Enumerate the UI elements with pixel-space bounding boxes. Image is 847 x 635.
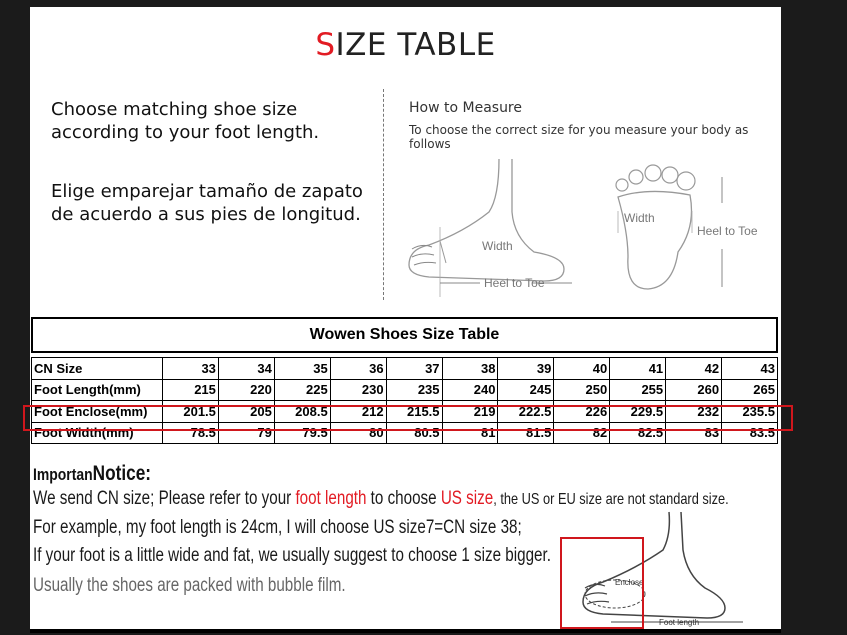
table-cell: 80.5 bbox=[386, 422, 442, 444]
intro-english: Choose matching shoe size according to your foot length. bbox=[51, 99, 320, 143]
foot-side-view-icon bbox=[404, 157, 574, 297]
table-cell: 220 bbox=[218, 379, 274, 401]
side-length-label: Heel to Toe bbox=[484, 276, 545, 290]
table-cell: 43 bbox=[722, 358, 778, 380]
table-cell: 82 bbox=[554, 422, 610, 444]
notice-line-2: For example, my foot length is 24cm, I will choose US size7=CN size 38; bbox=[33, 517, 522, 538]
table-cell: 79.5 bbox=[274, 422, 330, 444]
table-cell: 235 bbox=[386, 379, 442, 401]
table-cell: 78.5 bbox=[163, 422, 219, 444]
notice-heading: ImportanNotice: bbox=[33, 462, 152, 485]
table-row-cn-size bbox=[32, 358, 778, 380]
table-cell: 79 bbox=[218, 422, 274, 444]
row-label: CN Size bbox=[32, 358, 163, 380]
row-label: Foot Length(mm) bbox=[32, 379, 163, 401]
table-cell: 81.5 bbox=[498, 422, 554, 444]
table-cell: 34 bbox=[218, 358, 274, 380]
row-label: Foot Width(mm) bbox=[32, 422, 163, 444]
table-cell: 222.5 bbox=[498, 401, 554, 423]
table-cell: 205 bbox=[218, 401, 274, 423]
bottom-rule bbox=[30, 629, 781, 633]
table-cell: 219 bbox=[442, 401, 498, 423]
table-cell: 37 bbox=[386, 358, 442, 380]
table-cell: 265 bbox=[722, 379, 778, 401]
table-cell: 225 bbox=[274, 379, 330, 401]
table-cell: 201.5 bbox=[163, 401, 219, 423]
intro-spanish: Elige emparejar tamaño de zapato de acuerdo a sus pies de longitud. bbox=[51, 181, 363, 225]
table-cell: 83.5 bbox=[722, 422, 778, 444]
foot-enclose-highlight bbox=[23, 405, 793, 431]
side-width-label: Width bbox=[482, 239, 513, 253]
top-length-label: Heel to Toe bbox=[697, 224, 758, 238]
top-width-label: Width bbox=[624, 211, 655, 225]
enclose-highlight-box bbox=[560, 537, 644, 629]
row-label: Foot Enclose(mm) bbox=[32, 401, 163, 423]
table-cell: 33 bbox=[163, 358, 219, 380]
table-cell: 38 bbox=[442, 358, 498, 380]
table-cell: 35 bbox=[274, 358, 330, 380]
table-cell: 42 bbox=[666, 358, 722, 380]
table-cell: 39 bbox=[498, 358, 554, 380]
table-cell: 81 bbox=[442, 422, 498, 444]
table-cell: 208.5 bbox=[274, 401, 330, 423]
table-cell: 229.5 bbox=[610, 401, 666, 423]
how-to-measure-subtitle: To choose the correct size for you measure your body as follows bbox=[409, 123, 749, 151]
table-cell: 232 bbox=[666, 401, 722, 423]
table-cell: 36 bbox=[330, 358, 386, 380]
foot-sole-view-icon bbox=[608, 157, 768, 297]
enclose-label: Enclose bbox=[615, 578, 644, 587]
size-chart-sheet bbox=[30, 7, 781, 633]
table-cell: 235.5 bbox=[722, 401, 778, 423]
table-cell: 82.5 bbox=[610, 422, 666, 444]
table-cell: 40 bbox=[554, 358, 610, 380]
table-row-foot-length bbox=[32, 379, 778, 401]
table-cell: 255 bbox=[610, 379, 666, 401]
table-cell: 240 bbox=[442, 379, 498, 401]
divider bbox=[383, 89, 384, 300]
notice-line-3: If your foot is a little wide and fat, we usually suggest to choose 1 size bigger. bbox=[33, 545, 551, 566]
table-cell: 245 bbox=[498, 379, 554, 401]
notice-line-4: Usually the shoes are packed with bubble film. bbox=[33, 575, 346, 596]
how-to-measure-title: How to Measure bbox=[409, 100, 522, 116]
table-cell: 226 bbox=[554, 401, 610, 423]
table-cell: 41 bbox=[610, 358, 666, 380]
notice-line-1: We send CN size; Please refer to your foot length to choose US size, the US or EU size are not standard size. bbox=[33, 488, 729, 509]
table-cell: 212 bbox=[330, 401, 386, 423]
table-cell: 215.5 bbox=[386, 401, 442, 423]
table-cell: 80 bbox=[330, 422, 386, 444]
table-title: Wowen Shoes Size Table bbox=[31, 317, 778, 353]
foot-length-label: Foot length bbox=[659, 618, 700, 627]
table-cell: 83 bbox=[666, 422, 722, 444]
table-cell: 215 bbox=[163, 379, 219, 401]
table-cell: 260 bbox=[666, 379, 722, 401]
table-cell: 250 bbox=[554, 379, 610, 401]
table-cell: 230 bbox=[330, 379, 386, 401]
page-title: SIZE TABLE bbox=[315, 27, 496, 63]
